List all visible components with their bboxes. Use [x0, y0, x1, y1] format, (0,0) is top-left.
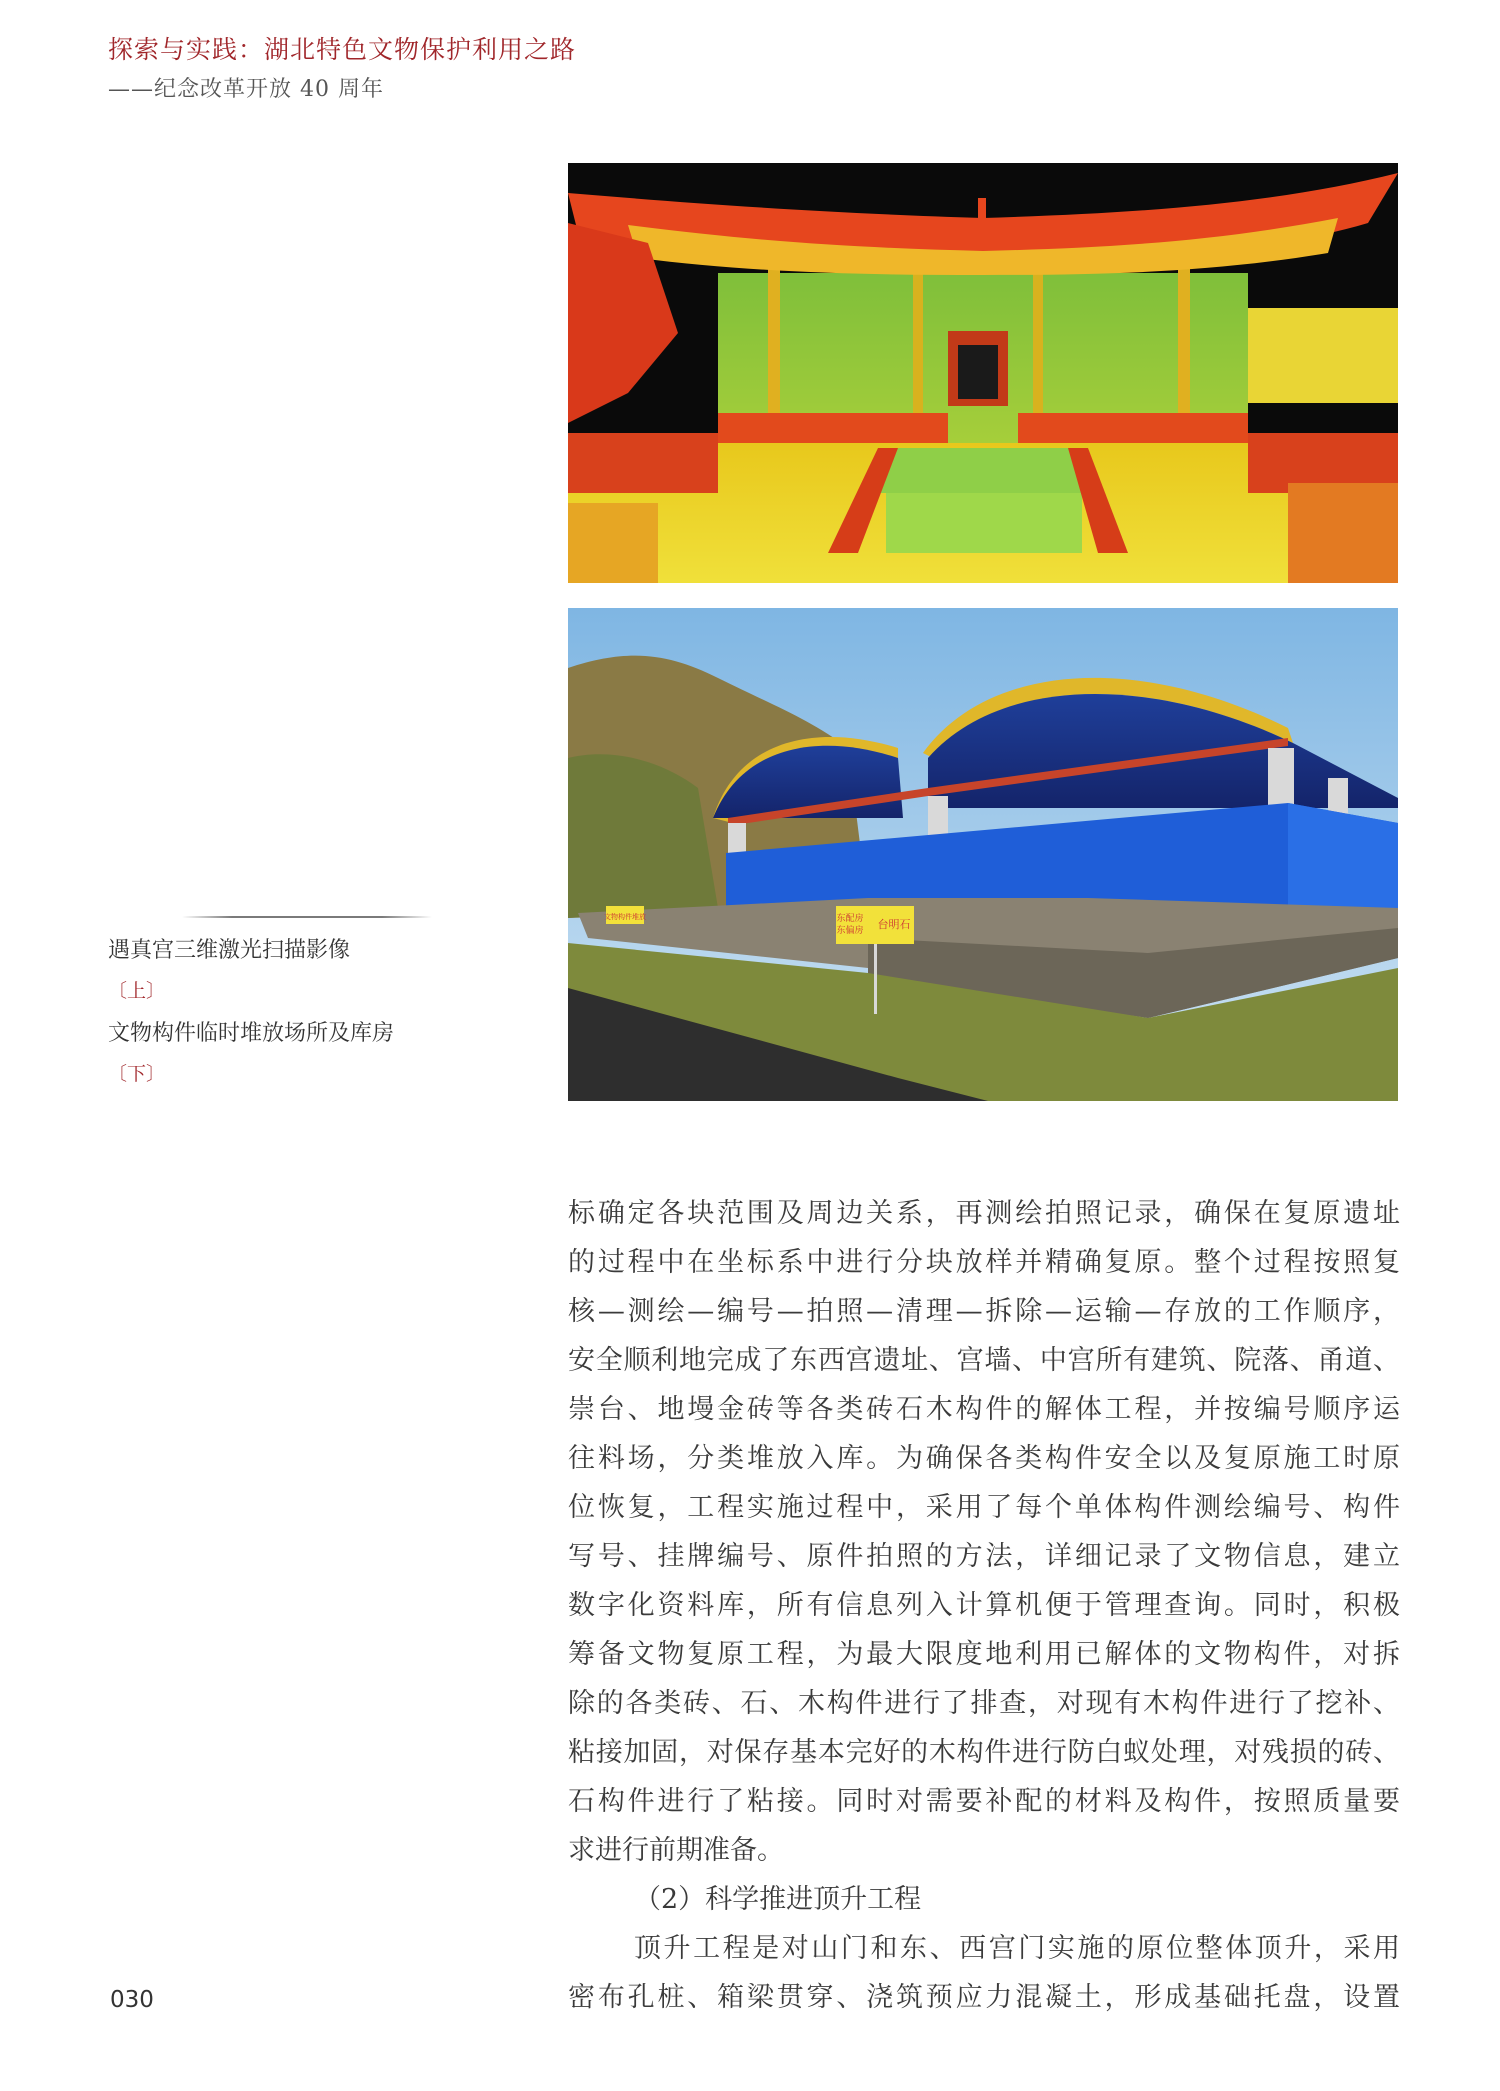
bottom-figure-caption: 文物构件临时堆放场所及库房	[108, 1021, 395, 1046]
body-line: 数字化资料库，所有信息列入计算机便于管理查询。同时，积极	[568, 1590, 1400, 1621]
body-line: 石构件进行了粘接。同时对需要补配的材料及构件，按照质量要	[568, 1786, 1400, 1817]
sign-left-text: 文物构件堆放	[604, 913, 646, 921]
sign-right-line2: 东偏房	[836, 926, 864, 936]
page-number: 030	[110, 1987, 154, 2013]
bottom-figure-position: 〔下〕	[108, 1063, 166, 1085]
body-line: 写号、挂牌编号、原件拍照的方法，详细记录了文物信息，建立	[568, 1541, 1400, 1572]
body-line: 粘接加固，对保存基本完好的木构件进行防白蚁处理，对残损的砖、	[568, 1737, 1400, 1768]
body-line: 除的各类砖、石、木构件进行了排查，对现有木构件进行了挖补、	[568, 1688, 1400, 1719]
body-line: 求进行前期准备。	[568, 1835, 784, 1866]
laser-scan-photo	[568, 163, 1398, 583]
body-line: 的过程中在坐标系中进行分块放样并精确复原。整个过程按照复	[568, 1247, 1400, 1278]
caption-divider	[182, 916, 432, 918]
sign-right-line3: 台明石	[877, 918, 911, 931]
section-heading: （2）科学推进顶升工程	[634, 1884, 922, 1915]
body-line: 顶升工程是对山门和东、西宫门实施的原位整体顶升，采用	[634, 1933, 1400, 1964]
running-head	[108, 30, 576, 103]
figure-captions	[108, 940, 394, 1106]
storage-shed-photo	[568, 608, 1398, 1101]
body-line: 崇台、地墁金砖等各类砖石木构件的解体工程，并按编号顺序运	[568, 1394, 1400, 1425]
sign-right-line1: 东配房	[836, 914, 864, 924]
top-figure-caption: 遇真宫三维激光扫描影像	[108, 938, 351, 963]
body-line: 安全顺利地完成了东西宫遗址、宫墙、中宫所有建筑、院落、甬道、	[568, 1345, 1400, 1376]
book-title: 探索与实践：湖北特色文物保护利用之路	[108, 35, 577, 64]
top-figure-position: 〔上〕	[108, 980, 166, 1002]
body-line: 筹备文物复原工程，为最大限度地利用已解体的文物构件，对拆	[568, 1639, 1400, 1670]
body-line: 位恢复，工程实施过程中，采用了每个单体构件测绘编号、构件	[568, 1492, 1400, 1523]
body-line: 密布孔桩、箱梁贯穿、浇筑预应力混凝土，形成基础托盘，设置	[568, 1982, 1400, 2013]
body-line: 核—测绘—编号—拍照—清理—拆除—运输—存放的工作顺序，	[568, 1296, 1400, 1327]
book-subtitle: ——纪念改革开放 40 周年	[108, 77, 384, 102]
body-line: 标确定各块范围及周边关系，再测绘拍照记录，确保在复原遗址	[568, 1198, 1400, 1229]
body-text	[568, 1189, 1400, 2022]
body-line: 往料场，分类堆放入库。为确保各类构件安全以及复原施工时原	[568, 1443, 1400, 1474]
